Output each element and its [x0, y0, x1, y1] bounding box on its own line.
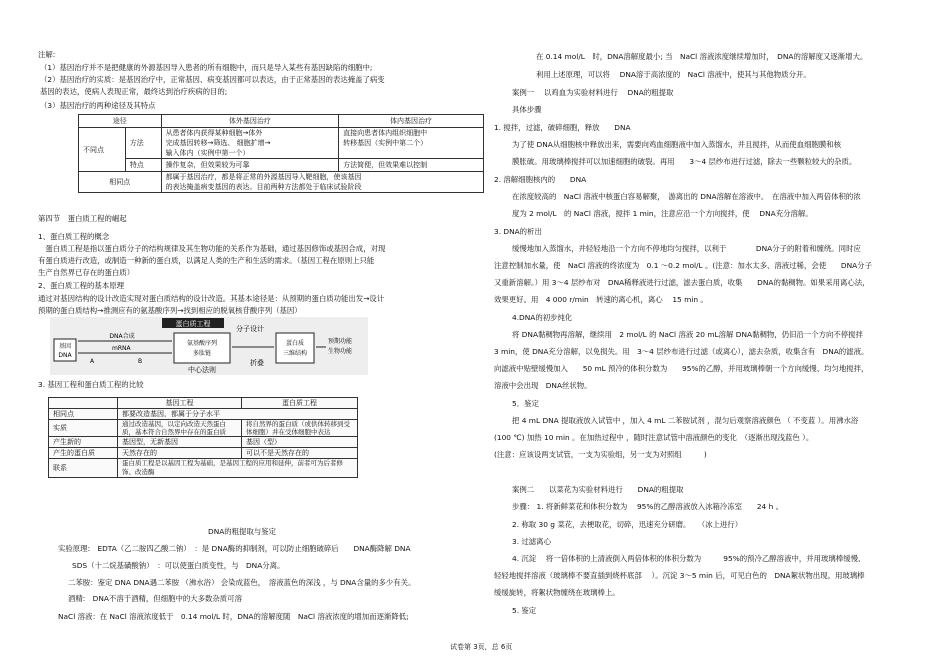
svg-text:多肽链: 多肽链	[192, 350, 212, 357]
s1-line-a: 蛋白质工程是指以蛋白质分子的结构规律及其生物功能的关系作为基础，通过基因修饰或基因合成，对现	[38, 244, 386, 253]
row-product-label: 产生的蛋白质	[49, 448, 118, 459]
r-line-31: 缓缓旋转，将絮状物缠绕在玻璃棒上。	[494, 588, 620, 597]
th-invitro: 体外基因治疗	[161, 115, 339, 128]
r-line-24: (注意：应该设两支试管，一支为实验组，另一支为对照组 )	[494, 450, 707, 459]
cell-method-invivo: 直接向患者体内组织细胞中 转移基因（实例中第二个）	[339, 128, 484, 159]
s1-line-c: 生产自然界已存在的蛋白质）	[38, 268, 135, 277]
dna-p4: 酒精: DNA不溶于酒精，但细胞中的大多数杂质可溶	[68, 594, 242, 603]
r-line-13: 注意控制加水量，使 NaCl 溶液的终浓度为 0.1 ～0.2 mol/L 。(注意：加水太多、溶液过稀，会使 DNA分子	[494, 261, 872, 270]
comparison-table	[48, 397, 358, 478]
r-line-2: 利用上述原理，可以将 DNA溶于高浓度的 NaCl 溶液中，使其与其他物质分开。	[536, 70, 811, 79]
step-2: 2. 溶解细胞核内的 DNA	[494, 175, 587, 184]
case-2-title: 案例二 以菜花为实验材料进行 DNA的粗提取	[512, 485, 684, 494]
r-line-14: 又重新溶解。）用 3～4 层纱布对 DNA稀释液进行过滤，滤去蛋白质，收集 DNA的黏稠物。如果采用离心法，	[494, 278, 870, 287]
r-line-12: 缓慢地加入蒸馏水，并轻轻地沿一个方向不停地均匀搅拌，以利于 DNA分子的附着和缠绕。同时应	[512, 244, 861, 253]
r-line-10: 度为 2 mol/L 的 NaCl 溶液，搅拌 1 min，注意应沿一个方向搅拌，使 DNA充分溶解。	[512, 209, 813, 218]
r-line-1: 在 0.14 mol/L 时，DNA溶解度最小; 当 NaCl 溶液浓度继续增加时， DNA的溶解度又逐渐增大。	[536, 52, 868, 61]
r-line-19: 向滤液中贴壁缓慢加入 50 mL 预冷的体积分数为 95%的乙醇，并用玻璃棒朝一个方向缓慢、均匀地搅拌，	[494, 364, 869, 373]
steps-title: 具体步骤	[512, 105, 542, 114]
cell-feature-invivo: 方法简便，但效果难以控制	[339, 159, 484, 172]
s2-line-b: 预期的蛋白质结构→推测应有的氨基酸序列→找到相应的脱氧核苷酸序列（基因）	[38, 306, 302, 315]
note-2a: （2）基因治疗的实质：是基因治疗中，正常基因、病变基因都可以表达，由于正常基因的表达掩盖了病变	[40, 75, 385, 84]
r-line-17: 将 DNA黏稠物再溶解，继续用 2 mol/L 的 NaCl 溶液 20 mL溶解 DNA黏稠物，仍旧沿一个方向不停搅拌	[512, 330, 863, 339]
row-diff: 不同点	[79, 128, 126, 172]
row-feature: 特点	[125, 159, 161, 172]
case-2-step-3: 3. 过滤离心	[512, 537, 551, 546]
row-same: 相同点	[79, 172, 162, 193]
diagram-fold: 折叠	[250, 359, 264, 367]
note-title: 注解:	[38, 50, 56, 59]
case-2-step-1: 步骤： 1. 将新鲜菜花和体积分数为 95%的乙醇溶液放入冰箱冷冻室 24 h 。	[512, 502, 784, 511]
section-4-title: 第四节 蛋白质工程的崛起	[38, 214, 127, 223]
diagram-a: A	[90, 358, 95, 365]
row-new-label: 产生新的	[49, 437, 118, 448]
protein-engineering-diagram	[50, 317, 368, 375]
step-5: 5．鉴定	[512, 399, 539, 408]
case-1-title: 案例一 以鸡血为实验材料进行 DNA的粗提取	[512, 88, 674, 97]
note-1: （1）基因治疗并不是把健康的外源基因导入患者的所有细胞中，而只是导入某些有基因缺陷的细胞中;	[40, 63, 373, 72]
svg-text:氨基酸序列: 氨基酸序列	[186, 340, 218, 347]
page-footer: 试卷第 3页，总 6页	[450, 643, 513, 651]
row-new-gene: 基因型，无新基因	[118, 437, 242, 448]
row-essence-protein: 将自然界的蛋白质（或供体转移到受体细胞）并在受体细胞中表达	[242, 420, 358, 437]
r-line-9: 在浓度较高的 NaCl 溶液中核蛋白容易解聚， 游离出的 DNA溶解在溶液中。 在溶液中加入两倍体积的浓	[512, 192, 861, 201]
diagram-gene: 基因	[58, 343, 72, 350]
diagram-b: B	[138, 358, 143, 365]
row-new-protein: 基因（型）	[242, 437, 358, 448]
row-method: 方法	[125, 128, 161, 159]
diagram-title: 蛋白质工程	[175, 320, 211, 328]
note-2b: 基因的表达，使病人表现正常，最终达到治疗疾病的目的;	[40, 87, 228, 96]
s1-title: 1、蛋白质工程的概念	[38, 232, 110, 241]
s2-line-a: 通过对基因结构的设计改造实现对蛋白质结构的设计改造。其基本途径是：从预期的蛋白质功能出发→设计	[38, 294, 385, 303]
cell-same: 都属于基因治疗，都是将正常的外源基因导入靶细胞，使该基因 的表达掩盖病变基因的表达。目前两种方法都处于临床试验阶段	[161, 172, 483, 193]
row-product-protein: 可以不是天然存在的	[242, 448, 358, 459]
r-line-20: 溶液中会出现 DNA丝状物。	[494, 381, 592, 390]
s3-title: 3. 基因工程和蛋白质工程的比较	[38, 380, 144, 389]
r-line-6: 为了使 DNA从细胞核中释放出来，需要向鸡血细胞液中加入蒸馏水，并且搅拌，从而使血细胞膜和核	[512, 140, 842, 149]
r-line-23: (100 ℃) 加热 10 min 。在加热过程中 ，随时注意试管中溶液颜色的变化 （逐渐出现浅蓝色 ）。	[494, 433, 814, 442]
row-essence-gene: 通过改造基因，以定向改造天然蛋白质，基本符合自然界中存在的蛋白质	[118, 420, 242, 437]
case-2-step-2: 2. 称取 30 g 菜花，去梗取花，切碎，迅速充分研磨。 （冰上进行）	[512, 520, 743, 529]
diagram-mrna: mRNA	[112, 345, 131, 352]
dna-p3: 二苯胺：鉴定 DNA DNA遇二苯胺 （沸水浴） 会染成蓝色， 溶液蓝色的深浅 ，与 DNA含量的多少有关。	[68, 578, 416, 587]
gene-therapy-table	[78, 114, 484, 193]
dna-p1: 实验原理: EDTA（乙二胺四乙酸二钠） ：是 DNA酶的抑制剂，可以防止细胞破碎后 DNA酶降解 DNA	[58, 544, 411, 553]
svg-text:蛋白质: 蛋白质	[285, 340, 305, 347]
row-same-val: 都要改造基因，都属于分子水平	[118, 409, 358, 420]
diagram-design: 分子设计	[236, 325, 264, 333]
dna-p5: NaCl 溶液：在 NaCl 溶液浓度低于 0.14 mol/L 时，DNA的溶解度随 NaCl 溶液浓度的增加而逐渐降低;	[58, 612, 409, 621]
step-4: 4.DNA的初步纯化	[512, 313, 573, 322]
diagram-dna-synth: DNA合成	[109, 333, 135, 340]
step-3: 3. DNA的析出	[494, 227, 542, 236]
svg-text:预期功能: 预期功能	[328, 338, 353, 345]
th-route: 途径	[79, 115, 162, 128]
diagram-dna: DNA	[58, 352, 72, 359]
r-line-15: 效果更好。用 4 000 r/min 转速的离心机，离心 15 min 。	[494, 295, 708, 304]
s2-title: 2、蛋白质工程的基本原理	[38, 281, 125, 290]
cell-method-invitro: 从患者体内获得某种细胞→体外 完成基因转移→筛选、 细胞扩增→ 输入体内（实例中第一个）	[161, 128, 339, 159]
r-line-18: 3 min，使 DNA充分溶解，以免损失。用 3～4 层纱布进行过滤（或离心），滤去杂质，收集含有 DNA的滤液。	[494, 347, 869, 356]
row-link-label: 联系	[49, 459, 118, 478]
r-line-30: 轻轻地搅拌溶液（玻璃棒不要直插到烧杯底部 ）。沉淀 3～5 min 后，可见白色的 DNA絮状物出现。用玻璃棒	[494, 571, 865, 580]
case-2-step-5: 5. 鉴定	[512, 606, 537, 615]
case-2-step-4: 4. 沉淀 将一倍体积的上清液倒入两倍体积的体积分数为 95%的预冷乙醇溶液中，并用玻璃棒缓慢、	[512, 554, 866, 563]
row-same-label: 相同点	[49, 409, 118, 420]
th-protein-eng: 蛋白质工程	[242, 398, 358, 409]
dna-p2: SDS（十二烷基磺酸钠） ：可以使蛋白质变性，与 DNA分离。	[72, 561, 285, 570]
svg-text:三维结构: 三维结构	[282, 350, 308, 357]
th-invivo: 体内基因治疗	[339, 115, 484, 128]
row-link-val: 蛋白质工程是以基因工程为基础，是基因工程的应用和延伸，前者可为后者修饰、改造酶	[118, 459, 358, 478]
note-3: （3）基因治疗的两种途径及其特点	[40, 101, 156, 110]
dna-section-title: DNA的粗提取与鉴定	[208, 527, 277, 536]
r-line-22: 把 4 mL DNA 提取液放入试管中 ，加入 4 mL 二苯胺试剂 ，混匀后观察溶液颜色 （ 不变蓝 ）。用沸水浴	[512, 416, 859, 425]
cell-feature-invitro: 操作复杂，但效果较为可靠	[161, 159, 339, 172]
r-line-7: 膜胀破。用玻璃棒搅拌可以加速细胞的破裂。再用 3～4 层纱布进行过滤，除去一些颗粒较大的杂质。	[512, 157, 857, 166]
row-product-gene: 天然存在的	[118, 448, 242, 459]
step-1: 1. 搅拌，过滤，破碎细胞，释放 DNA	[494, 123, 631, 132]
svg-text:生物功能: 生物功能	[328, 348, 353, 355]
th-gene-eng: 基因工程	[118, 398, 242, 409]
diagram-center: 中心法则	[188, 366, 216, 374]
s1-line-b: 有蛋白质进行改造，或制造一种新的蛋白质，以满足人类的生产和生活的需求。（基因工程在原则上只能	[38, 256, 375, 265]
row-essence-label: 实质	[49, 420, 118, 437]
